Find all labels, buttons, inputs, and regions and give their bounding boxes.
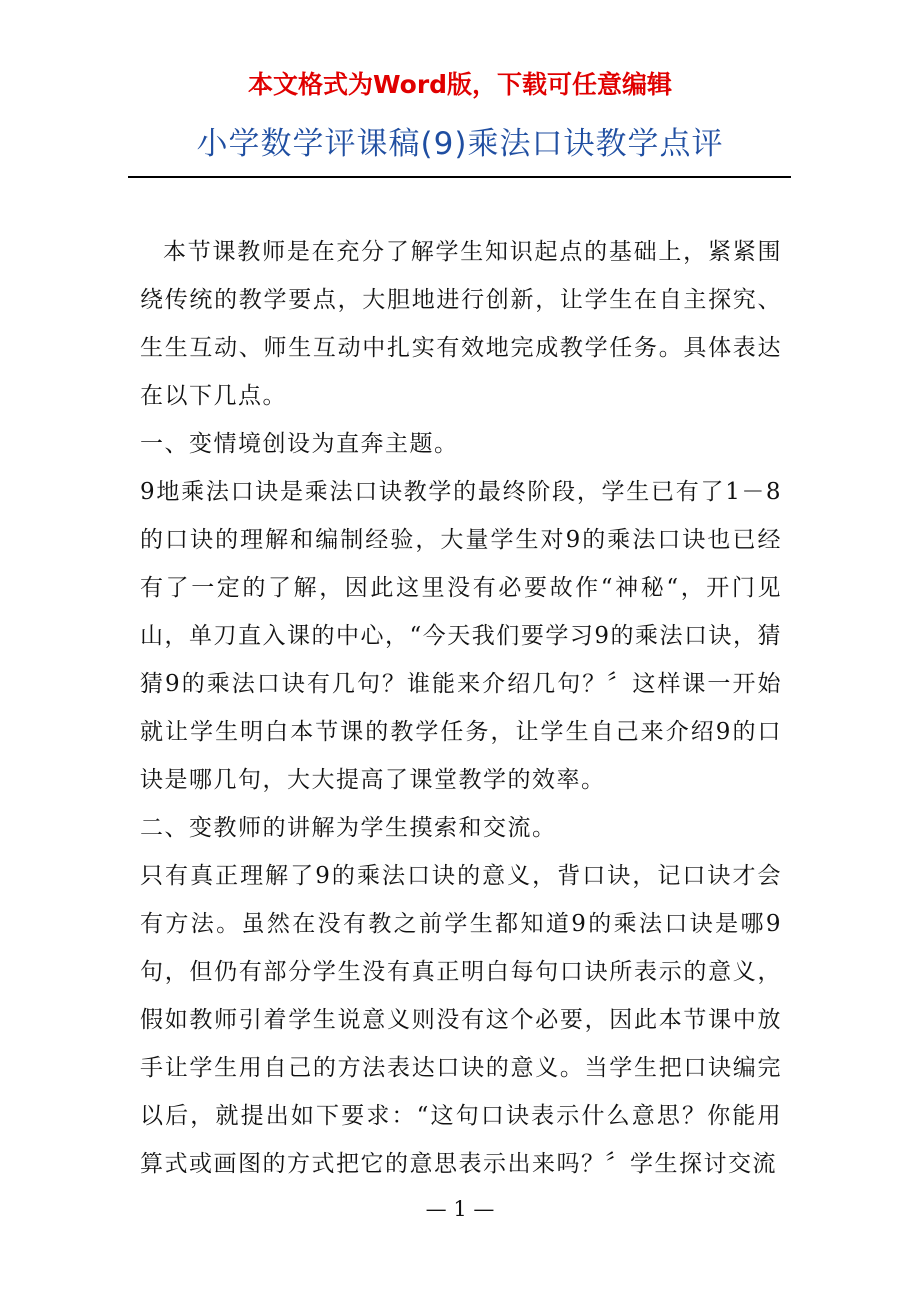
page-number: — 1 —	[425, 1197, 495, 1221]
document-title: 小学数学评课稿(9)乘法口诀教学点评	[196, 126, 724, 162]
title-underline-divider	[128, 176, 791, 178]
section-heading-1: 一、变情境创设为直奔主题。	[140, 431, 459, 457]
intro-paragraph: 本节课教师是在充分了解学生知识起点的基础上，紧紧围绕传统的教学要点，大胆地进行创新，让学生在自主探究、生生互动、师生互动中扎实有效地完成教学任务。具体表达在以下几点。	[140, 239, 782, 409]
section-heading-2: 二、变教师的讲解为学生摸索和交流。	[140, 815, 557, 841]
document-body	[140, 228, 782, 1188]
format-notice-banner: 本文格式为Word版，下载可任意编辑	[247, 70, 673, 99]
section-paragraph-2: 只有真正理解了9的乘法口诀的意义，背口诀，记口诀才会有方法。虽然在没有教之前学生都知道9的乘法口诀是哪9句，但仍有部分学生没有真正明白每句口诀所表示的意义，假如教师引着学生说意义则没有这个必要，因此本节课中放手让学生用自己的方法表达口诀的意义。当学生把口诀编完以后，就提出如下要求：“这句口诀表示什么意思？你能用算式或画图的方式把它的意思表示出来吗？〞学生探讨交流	[140, 863, 782, 1177]
section-paragraph-1: 9地乘法口诀是乘法口诀教学的最终阶段，学生已有了1－8的口诀的理解和编制经验，大量学生对9的乘法口诀也已经有了一定的了解，因此这里没有必要故作“神秘“，开门见山，单刀直入课的中心，“今天我们要学习9的乘法口诀，猜猜9的乘法口诀有几句？谁能来介绍几句？〞这样课一开始就让学生明白本节课的教学任务，让学生自己来介绍9的口诀是哪几句，大大提高了课堂教学的效率。	[140, 479, 782, 793]
